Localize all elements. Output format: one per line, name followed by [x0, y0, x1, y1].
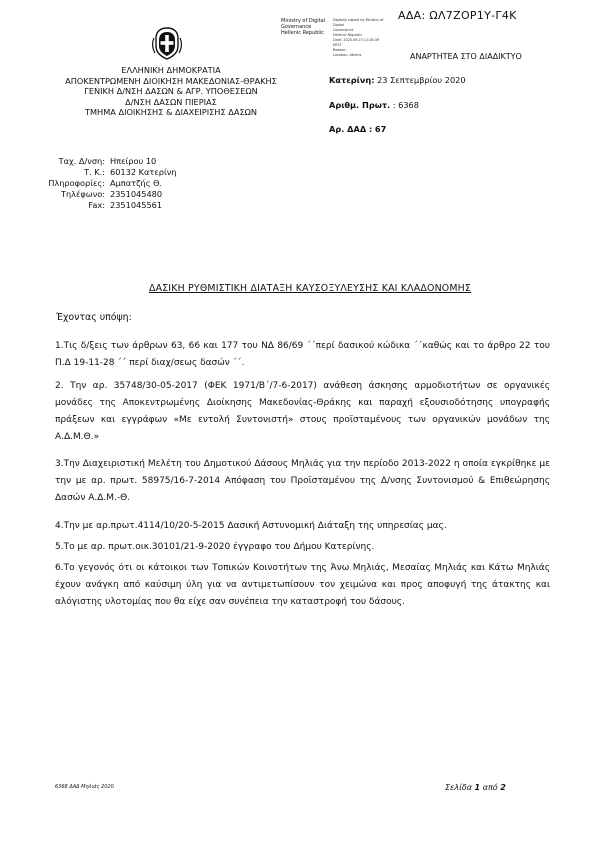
authority-block [50, 65, 292, 118]
contact-value: 60132 Κατερίνη [110, 167, 177, 177]
signature-details [333, 18, 395, 58]
contact-label: Fax: [88, 200, 105, 210]
signature-detail-line: Date: 2020.09.23 11:28:39 [333, 38, 380, 42]
contact-value: Ηπείρου 10 [110, 156, 157, 166]
signature-line: Ministry of Digital [281, 18, 326, 24]
list-item: 4.Την με αρ.πρωτ.4114/10/20-5-2015 Δασική Αστυνομική Διάταξη της υπηρεσίας μας. [55, 521, 447, 531]
signature-line: Hellenic Republic [281, 30, 324, 36]
authority-line: Δ/ΝΣΗ ΔΑΣΩΝ ΠΙΕΡΙΑΣ [125, 96, 217, 107]
authority-line: ΑΠΟΚΕΝΤΡΩΜΕΝΗ ΔΙΟΙΚΗΣΗ ΜΑΚΕΔΟΝΙΑΣ-ΘΡΑΚΗΣ [65, 75, 277, 86]
protocol-number [329, 100, 419, 110]
dad-number [329, 124, 386, 134]
intro-text: Έχοντας υπόψη: [56, 312, 132, 323]
signature-line: Governance [281, 24, 312, 30]
greek-emblem-icon [150, 26, 184, 60]
contact-value: 2351045561 [110, 200, 163, 210]
dad-label: Αρ. ΔΑΔ : [329, 124, 373, 134]
signature-detail-line: EEST [333, 43, 342, 47]
page-word: Σελίδα [445, 783, 472, 792]
list-item: 1.Τις δ/ξεις των άρθρων 63, 66 και 177 του ΝΔ 86/69 ΄΄περί δασικού κώδικα ΄΄καθώς και το άρθρο 22 του Π.Δ 19-11-28 ΄΄ περί διαχ/σεως δασών ΄΄. [55, 341, 550, 368]
contact-label: Ταχ. Δ/νση: [58, 156, 105, 166]
page-of: από [482, 783, 498, 792]
document-date [329, 75, 466, 85]
list-item: 3.Την Διαχειριστική Μελέτη του Δημοτικού Δάσους Μηλιάς για την περίοδο 2013-2022 η οποία εγκρίθηκε με την με αρ. πρωτ. 58975/16-7-2014 Απόφαση του Προϊσταμένου της Δ/νσης Συντονισμού & Επιθεώρησης Δασών Α.Δ.Μ.-Θ. [55, 459, 550, 503]
authority-line: ΕΛΛΗΝΙΚΗ ΔΗΜΟΚΡΑΤΙΑ [121, 65, 221, 75]
contact-values [110, 156, 177, 211]
date-value: 23 Σεπτεμβρίου 2020 [377, 75, 466, 85]
list-item: 5.Το με αρ. πρωτ.οικ.30101/21-9-2020 έγγραφο του Δήμου Κατερίνης. [55, 542, 375, 552]
authority-line: ΤΜΗΜΑ ΔΙΟΙΚΗΣΗΣ & ΔΙΑΧΕΙΡΙΣΗΣ ΔΑΣΩΝ [84, 107, 257, 117]
signature-detail-line: Governance [333, 28, 354, 32]
contact-label: Τ. Κ.: [84, 167, 105, 177]
list-item: 2. Την αρ. 35748/30-05-2017 (ΦΕΚ 1971/Β΄/7-6-2017) ανάθεση άσκησης αρμοδιοτήτων σε οργανικές μονάδες της Αποκεντρωμένης Διοίκησης Μακεδονίας-Θράκης και παραχή εξουσιοδότησης υπογραφής πράξεων και εγγράφων «Με εντολή Συντονιστή» στους προϊσταμένους των οργανικών μονάδων της Α.Δ.Μ.Θ.» [55, 381, 550, 442]
list-item: 6.Το γεγονός ότι οι κάτοικοι των Τοπικών Κοινοτήτων της Άνω Μηλιάς, Μεσαίας Μηλιάς και Κάτω Μηλιάς έχουν ανάγκη από καύσιμη ύλη για να αντιμετωπίσουν τον χειμώνα και προς αποφυγή της άτακτης και αλόγιστης υλοτομίας που θα είχε σαν συνέπεια την καταστροφή του δάσους. [55, 563, 550, 607]
page-current: 1 [474, 783, 481, 792]
protocol-label: Αριθμ. Πρωτ. [329, 100, 391, 110]
contact-value: Αμπατζής Θ. [110, 178, 163, 188]
signature-detail-line: Location: Athens [333, 53, 362, 57]
ada-code: ΑΔΑ: ΩΛ7ΖΟΡ1Υ-Γ4Κ [398, 9, 517, 22]
authority-line: ΓΕΝΙΚΗ Δ/ΝΣΗ ΔΑΣΩΝ & ΑΓΡ. ΥΠΟΘΕΣΕΩΝ [84, 86, 258, 96]
page-total: 2 [500, 783, 506, 792]
document-title: ΔΑΣΙΚΗ ΡΥΘΜΙΣΤΙΚΗ ΔΙΑΤΑΞΗ ΚΑΥΣΟΞΥΛΕΥΣΗΣ ΚΑΙ ΚΛΑΔΟΝΟΜΗΣ [148, 283, 472, 294]
dad-value: 67 [374, 124, 387, 134]
protocol-value: : 6368 [392, 100, 419, 110]
contact-value: 2351045480 [110, 189, 163, 199]
date-label: Κατερίνη: [329, 75, 375, 85]
signature-detail-line: Digitally signed by Ministry of Digital [333, 18, 384, 27]
signature-detail-line: Hellenic Republic [333, 33, 363, 37]
contact-labels [30, 156, 105, 211]
footer-reference: 6368 ΔΑΔ Μηλιάς 2020 [55, 784, 114, 790]
signature-detail-line: Reason: [333, 48, 347, 52]
contact-label: Τηλέφωνο: [60, 189, 105, 199]
digital-signature [281, 18, 325, 36]
page-number [445, 783, 506, 792]
contact-label: Πληροφορίες: [48, 178, 105, 188]
posting-notice: ΑΝΑΡΤΗΤΕΑ ΣΤΟ ΔΙΑΔΙΚΤΥΟ [410, 52, 522, 61]
